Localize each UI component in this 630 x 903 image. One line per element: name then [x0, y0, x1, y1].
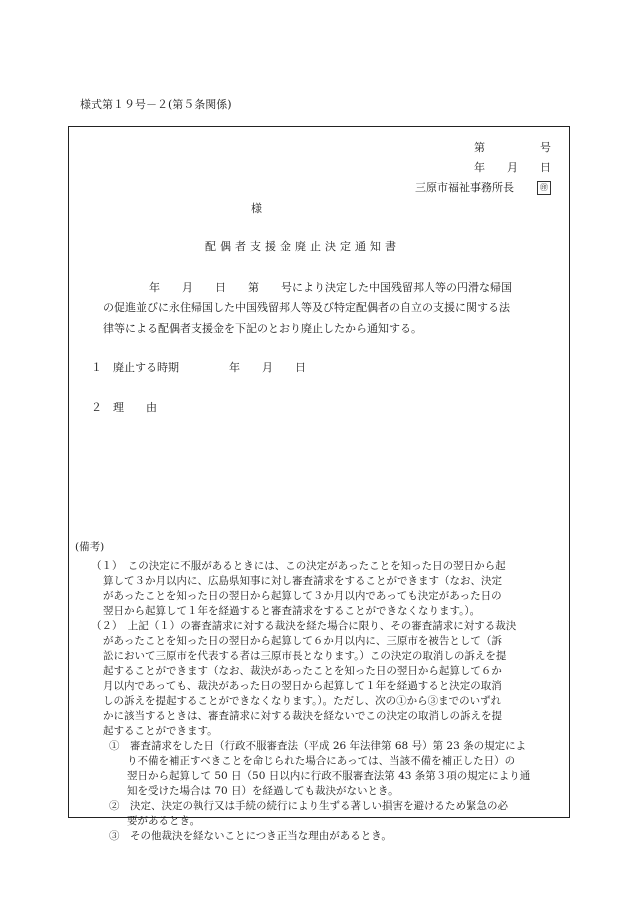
issuer-name: 三原市福祉事務所長 [415, 181, 514, 194]
note-line: しの訴えを提起することができなくなります。）。ただし、次の①から③までのいずれ [103, 695, 502, 707]
note-line: り不備を補正すべきことを命じられた場合にあっては、当該不備を補正した日）の [127, 755, 516, 767]
issuer-line [409, 179, 551, 195]
note-line: があったことを知った日の翌日から起算して６か月以内に、三原市を被告として（訴 [103, 635, 502, 647]
issue-date: 年 月 日 [474, 161, 551, 174]
body-line-3: 律等による配偶者支援金を下記のとおり廃止したから通知する。 [103, 322, 422, 335]
note-line: 起することができます（なお、裁決があったことを知った日の翌日から起算して６か [103, 665, 502, 677]
note-line: があったことを知った日の翌日から起算して３か月以内であっても決定があった日の [103, 590, 502, 602]
note-line: （１） この決定に不服があるときには、この決定があったことを知った日の翌日から起 [91, 560, 506, 572]
note-line: ① 審査請求をした日（行政不服審査法（平成 26 年法律第 68 号）第 23 条の規定によ [109, 740, 527, 752]
document-number: 第 号 [474, 141, 551, 154]
notes-heading: (備考) [75, 541, 105, 553]
note-line: ② 決定、決定の執行又は手続の続行により生ずる著しい損害を避けるため緊急の必 [109, 800, 508, 812]
document-title: 配偶者支援金廃止決定通知書 [205, 240, 400, 253]
note-line: 起することができます。 [103, 725, 218, 737]
note-line: 月以内であっても、裁決があった日の翌日から起算して１年を経過すると決定の取消 [103, 680, 502, 692]
note-line: 翌日から起算して 50 日（50 日以内に行政不服審査法第 43 条第３項の規定により通 [127, 770, 531, 782]
note-line: 訟において三原市を代表する者は三原市長となります。）この決定の取消しの訴えを提 [103, 650, 507, 662]
note-line: 要があるとき。 [127, 815, 201, 827]
note-line: かに該当するときは、審査請求に対する裁決を経ないでこの決定の取消しの訴えを提 [103, 710, 502, 722]
note-line: ③ その他裁決を経ないことにつき正当な理由があるとき。 [109, 830, 392, 842]
item-abolition-period-label: １ 廃止する時期 [91, 361, 179, 374]
document-frame [68, 126, 570, 842]
seal-mark: ㊞ [537, 181, 551, 195]
note-line: （２） 上記（１）の審査請求に対する裁決を経た場合に限り、その審査請求に対する裁決 [91, 620, 517, 632]
body-line-2: の促進並びに永住帰国した中国残留邦人等及び特定配偶者の自立の支援に関する法 [103, 301, 510, 314]
form-number: 様式第１９号－２(第５条関係) [80, 98, 232, 111]
note-line: 算して３か月以内に、広島県知事に対し審査請求をすることができます（なお、決定 [103, 575, 502, 587]
body-line-1: 年 月 日 第 号により決定した中国残留邦人等の円滑な帰国 [149, 281, 512, 294]
item-reason-label: ２ 理 由 [91, 401, 157, 414]
addressee-suffix: 様 [251, 202, 262, 215]
note-line: 翌日から起算して１年を経過すると審査請求をすることができなくなります。）。 [103, 605, 481, 617]
note-line: 知を受けた場合は 70 日）を経過しても裁決がないとき。 [127, 785, 399, 797]
item-abolition-period-value: 年 月 日 [229, 361, 306, 374]
